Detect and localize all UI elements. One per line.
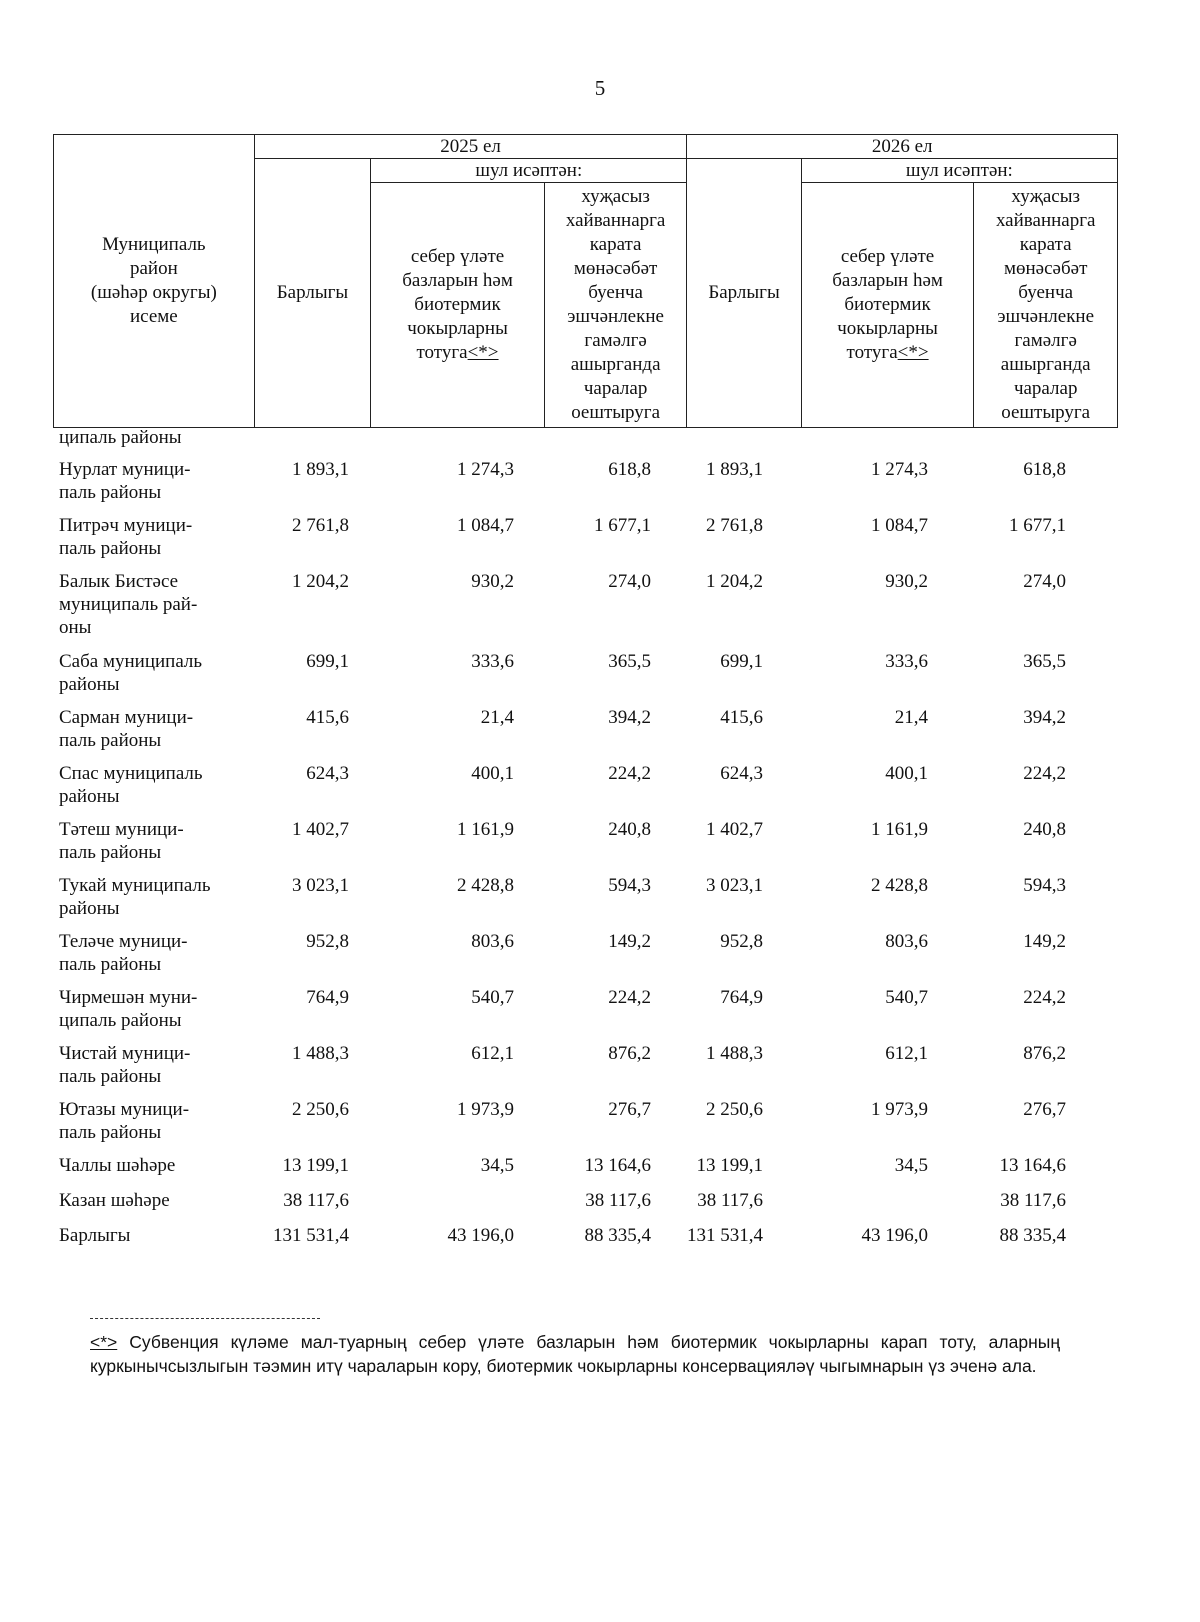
table-row	[59, 650, 1119, 706]
row-value: 764,9	[306, 987, 349, 1008]
row-value: 1 402,7	[292, 819, 349, 840]
row-name: Казан шәһәре	[59, 1190, 170, 1211]
row-value: 1 084,7	[457, 515, 514, 536]
header-total-2026: Барлыгы	[687, 159, 801, 428]
row-value: 88 335,4	[999, 1225, 1066, 1246]
row-value: 930,2	[471, 571, 514, 592]
row-value: 34,5	[480, 1155, 514, 1176]
header-line: базларын һәм	[832, 270, 943, 291]
row-value: 1 893,1	[292, 459, 349, 480]
row-value: 803,6	[471, 931, 514, 952]
row-value: 1 161,9	[871, 819, 928, 840]
row-value: 394,2	[608, 707, 651, 728]
row-value: 624,3	[306, 763, 349, 784]
row-name: Спас муниципаль районы	[59, 763, 203, 807]
row-name: Барлыгы	[59, 1225, 131, 1246]
table-header	[53, 134, 1118, 428]
row-value: 1 204,2	[292, 571, 349, 592]
row-value: 1 274,3	[457, 459, 514, 480]
header-line: оештыруга	[571, 402, 661, 423]
row-value: 1 204,2	[706, 571, 763, 592]
row-value: 930,2	[885, 571, 928, 592]
row-value: 3 023,1	[292, 875, 349, 896]
table-row	[59, 514, 1119, 570]
header-line: ашырганда	[570, 354, 661, 375]
row-value: 2 250,6	[706, 1099, 763, 1120]
row-value: 394,2	[1023, 707, 1066, 728]
row-value: 131 531,4	[687, 1225, 763, 1246]
header-year-2026: 2026 ел	[687, 135, 1118, 159]
header-line: буенча	[588, 282, 643, 303]
row-value: 13 164,6	[999, 1155, 1066, 1176]
header-line: район	[129, 258, 178, 279]
header-line: себер үләте	[410, 246, 505, 267]
row-value: 1 084,7	[871, 515, 928, 536]
table-row	[59, 1189, 1119, 1224]
row-name: Тукай муниципаль районы	[59, 875, 211, 919]
row-value: 415,6	[720, 707, 763, 728]
row-value: 2 250,6	[292, 1099, 349, 1120]
footnote-text: Субвенция күләме мал-туарның себер үләте базларын һәм биотермик чокырларны карап тоту, аларның куркынычсызлыгын тәэмин итү чараларын кору, биотермик чокырларны консервацияләү чыгымнарын үз эченә ала.	[90, 1332, 1060, 1376]
row-value: 365,5	[1023, 651, 1066, 672]
footnote	[90, 1330, 1060, 1378]
row-value: 43 196,0	[447, 1225, 514, 1246]
row-value: 38 117,6	[697, 1190, 763, 1211]
header-line: гамәлгә	[584, 330, 647, 351]
row-value: 43 196,0	[861, 1225, 928, 1246]
header-including-2026: шул исәптән:	[801, 159, 1117, 183]
header-line: хайваннарга	[995, 210, 1096, 231]
header-line: тотуга<*>	[846, 342, 929, 363]
continuation-text: ципаль районы	[59, 427, 182, 448]
header-line: Муниципаль	[102, 234, 206, 255]
row-value: 38 117,6	[283, 1190, 349, 1211]
header-line: карата	[1019, 234, 1072, 255]
row-value: 34,5	[894, 1155, 928, 1176]
row-value: 594,3	[1023, 875, 1066, 896]
footnote-ref: <*>	[897, 342, 929, 363]
table-row	[59, 762, 1119, 818]
row-value: 333,6	[885, 651, 928, 672]
table-row	[59, 570, 1119, 650]
row-value: 224,2	[1023, 763, 1066, 784]
header-line: чокырларны	[837, 318, 938, 339]
row-name: Теләче муници- паль районы	[59, 931, 188, 975]
header-line: мөнәсәбәт	[573, 258, 658, 279]
row-value: 1 488,3	[706, 1043, 763, 1064]
header-year-2025: 2025 ел	[254, 135, 687, 159]
row-value: 38 117,6	[585, 1190, 651, 1211]
row-name: Питрәч муници- паль районы	[59, 515, 193, 559]
row-value: 876,2	[608, 1043, 651, 1064]
row-value: 1 677,1	[594, 515, 651, 536]
row-name: Тәтеш муници- паль районы	[59, 819, 184, 863]
header-line: мөнәсәбәт	[1003, 258, 1088, 279]
row-value: 764,9	[720, 987, 763, 1008]
row-value: 952,8	[720, 931, 763, 952]
header-anthrax-2025	[371, 183, 545, 428]
row-value: 1 161,9	[457, 819, 514, 840]
row-value: 2 428,8	[457, 875, 514, 896]
header-stray-animals-2025	[544, 183, 687, 428]
row-value: 876,2	[1023, 1043, 1066, 1064]
row-value: 803,6	[885, 931, 928, 952]
row-value: 276,7	[608, 1099, 651, 1120]
row-name: Нурлат муници- паль районы	[59, 459, 191, 503]
row-value: 274,0	[1023, 571, 1066, 592]
row-value: 149,2	[608, 931, 651, 952]
header-line: чокырларны	[407, 318, 508, 339]
row-name: Сарман муници- паль районы	[59, 707, 194, 751]
row-value: 1 973,9	[871, 1099, 928, 1120]
row-value: 1 274,3	[871, 459, 928, 480]
table-row	[59, 874, 1119, 930]
row-value: 400,1	[885, 763, 928, 784]
row-value: 612,1	[471, 1043, 514, 1064]
header-line: хуҗасыз	[1011, 186, 1080, 207]
header-line: биотермик	[414, 294, 501, 315]
header-line: тотуга<*>	[416, 342, 499, 363]
row-value: 540,7	[471, 987, 514, 1008]
row-value: 274,0	[608, 571, 651, 592]
row-value: 240,8	[608, 819, 651, 840]
header-name-column	[54, 135, 255, 428]
footnote-mark: <*>	[90, 1332, 118, 1352]
row-value: 365,5	[608, 651, 651, 672]
row-value: 699,1	[720, 651, 763, 672]
row-value: 21,4	[480, 707, 514, 728]
header-line: (шәһәр округы)	[90, 282, 217, 303]
footnote-ref: <*>	[467, 342, 499, 363]
header-line: ашырганда	[1000, 354, 1091, 375]
footnote-rule	[90, 1318, 320, 1319]
row-value: 224,2	[608, 987, 651, 1008]
table-row	[59, 1042, 1119, 1098]
row-value: 21,4	[894, 707, 928, 728]
table-row	[59, 1224, 1119, 1259]
header-total-2025: Барлыгы	[254, 159, 370, 428]
header-line: базларын һәм	[402, 270, 513, 291]
row-value: 2 761,8	[706, 515, 763, 536]
header-line: чаралар	[583, 378, 648, 399]
row-value: 3 023,1	[706, 875, 763, 896]
row-value: 149,2	[1023, 931, 1066, 952]
row-value: 1 402,7	[706, 819, 763, 840]
row-value: 1 488,3	[292, 1043, 349, 1064]
row-value: 2 761,8	[292, 515, 349, 536]
row-value: 952,8	[306, 931, 349, 952]
row-value: 1 677,1	[1009, 515, 1066, 536]
row-value: 400,1	[471, 763, 514, 784]
row-value: 2 428,8	[871, 875, 928, 896]
row-value: 131 531,4	[273, 1225, 349, 1246]
header-line: исеме	[129, 306, 178, 327]
row-value: 38 117,6	[1000, 1190, 1066, 1211]
row-value: 13 199,1	[696, 1155, 763, 1176]
header-line: хайваннарга	[565, 210, 666, 231]
row-name: Чистай муници- паль районы	[59, 1043, 191, 1087]
header-line: гамәлгә	[1014, 330, 1077, 351]
header-anthrax-2026	[801, 183, 974, 428]
header-line: себер үләте	[840, 246, 935, 267]
row-value: 276,7	[1023, 1099, 1066, 1120]
table-row	[59, 706, 1119, 762]
row-name: Саба муниципаль районы	[59, 651, 203, 695]
row-value: 240,8	[1023, 819, 1066, 840]
header-line: эшчәнлекне	[997, 306, 1095, 327]
row-value: 1 973,9	[457, 1099, 514, 1120]
row-name: Чаллы шәһәре	[59, 1155, 176, 1176]
row-value: 13 164,6	[584, 1155, 651, 1176]
table-row	[59, 458, 1119, 514]
table-row	[59, 818, 1119, 874]
header-line: карата	[589, 234, 642, 255]
table-row	[59, 930, 1119, 986]
row-value: 333,6	[471, 651, 514, 672]
row-value: 1 893,1	[706, 459, 763, 480]
row-name: Чирмешән муни- ципаль районы	[59, 987, 198, 1031]
header-line: буенча	[1018, 282, 1074, 303]
row-value: 612,1	[885, 1043, 928, 1064]
row-value: 224,2	[608, 763, 651, 784]
row-value: 13 199,1	[282, 1155, 349, 1176]
row-name: Ютазы муници- паль районы	[59, 1099, 190, 1143]
header-line: биотермик	[844, 294, 931, 315]
row-value: 618,8	[1023, 459, 1066, 480]
row-value: 415,6	[306, 707, 349, 728]
header-line: чаралар	[1013, 378, 1078, 399]
row-value: 618,8	[608, 459, 651, 480]
table-row	[59, 1154, 1119, 1189]
header-including-2025: шул исәптән:	[371, 159, 687, 183]
row-value: 594,3	[608, 875, 651, 896]
header-stray-animals-2026	[974, 183, 1118, 428]
header-line: оештыруга	[1001, 402, 1091, 423]
row-value: 224,2	[1023, 987, 1066, 1008]
header-line: эшчәнлекне	[567, 306, 664, 327]
page-number: 5	[594, 76, 606, 100]
row-value: 88 335,4	[584, 1225, 651, 1246]
table-row	[59, 1098, 1119, 1154]
header-line: хуҗасыз	[581, 186, 650, 207]
row-value: 540,7	[885, 987, 928, 1008]
row-value: 699,1	[306, 651, 349, 672]
row-name: Балык Бистәсе муниципаль рай- оны	[59, 571, 198, 638]
table-body	[59, 426, 1119, 1259]
row-value: 624,3	[720, 763, 763, 784]
table-row	[59, 986, 1119, 1042]
